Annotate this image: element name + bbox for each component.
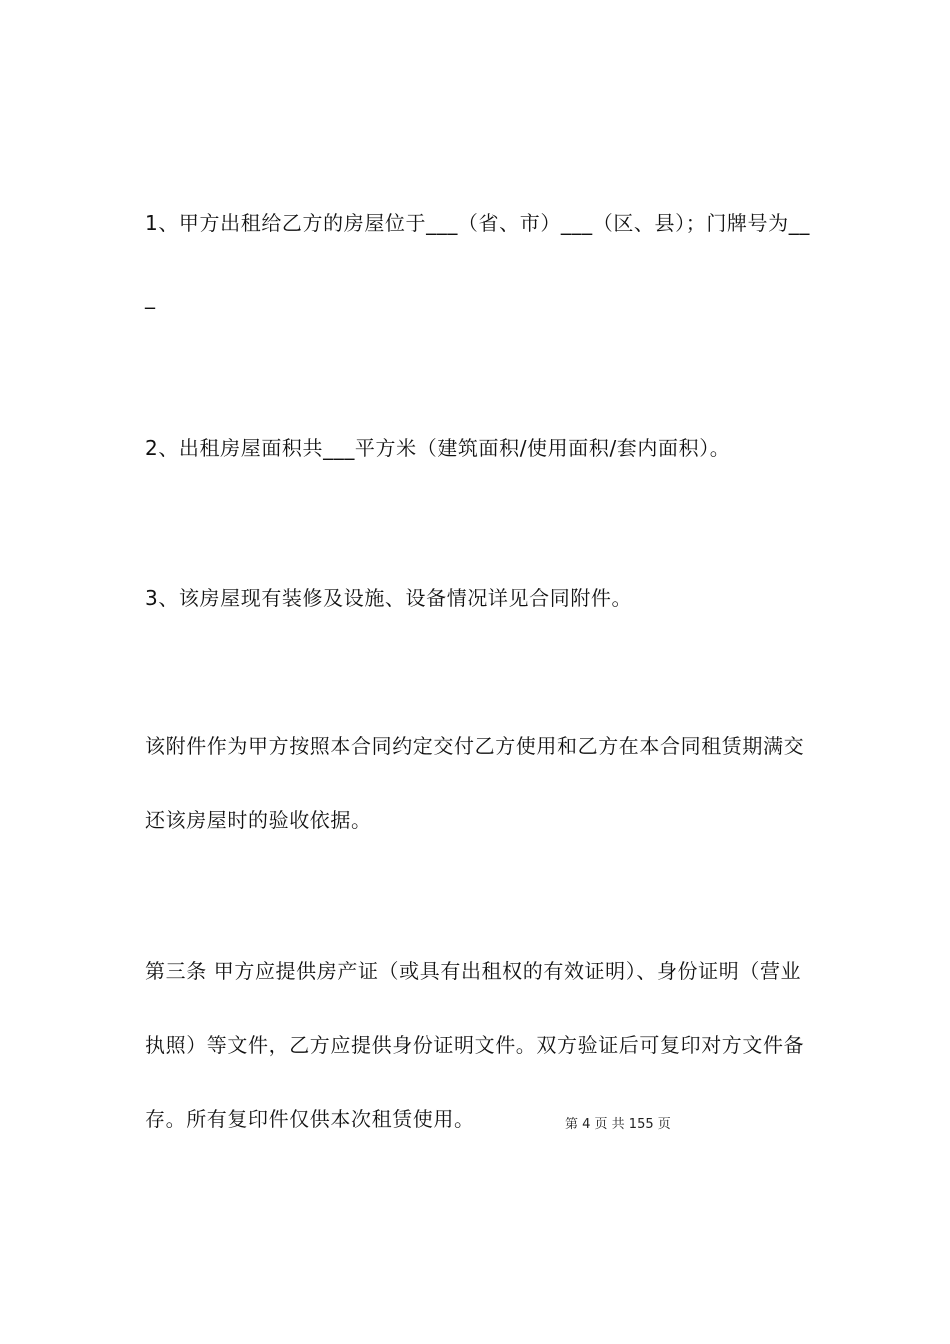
page-number-footer: 第 4 页 共 155 页 <box>565 1117 671 1132</box>
paragraph-fixtures: 3、该房屋现有装修及设施、设备情况详见合同附件。 <box>145 586 633 610</box>
paragraph-property-location: 1、甲方出租给乙方的房屋位于___（省、市）___（区、县）；门牌号为___ <box>145 211 810 309</box>
paragraph-article-three: 第三条 甲方应提供房产证（或具有出租权的有效证明）、身份证明（营业执照）等文件，乙方应提供身份证明文件。双方验证后可复印对方文件备存。所有复印件仅供本次租赁使用。 <box>145 959 805 1131</box>
paragraph-attachment-basis: 该附件作为甲方按照本合同约定交付乙方使用和乙方在本合同租赁期满交还该房屋时的验收依据。 <box>145 734 805 832</box>
paragraph-property-area: 2、出租房屋面积共___平方米（建筑面积/使用面积/套内面积）。 <box>145 436 731 460</box>
